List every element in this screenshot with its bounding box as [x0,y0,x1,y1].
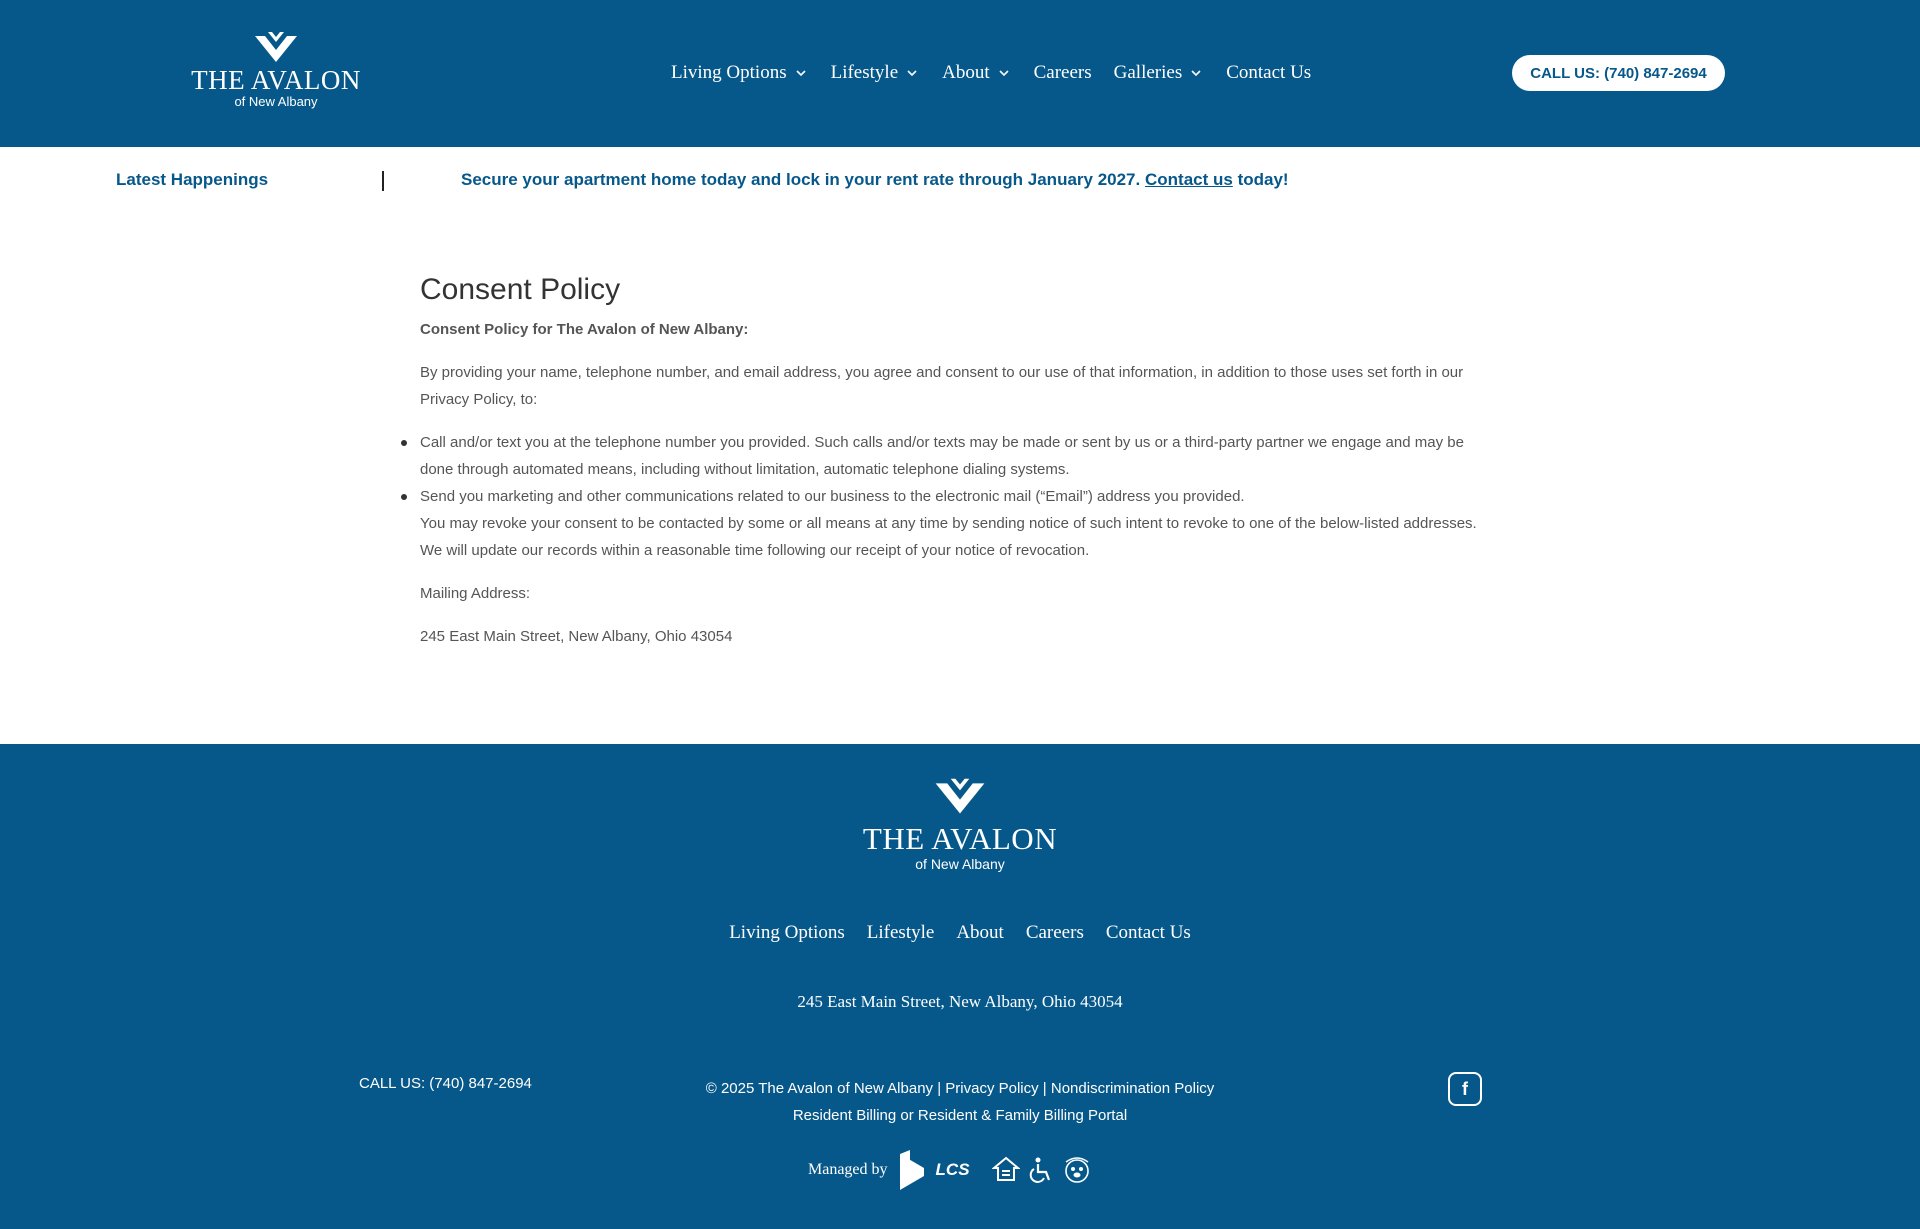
nav-galleries[interactable] [1114,62,1205,84]
chevron-down-icon [793,65,809,81]
site-header [0,0,1920,147]
legal-line-1: © 2025 The Avalon of New Albany | Privacy Policy | Nondiscrimination Policy [705,1080,1215,1097]
footer-legal [0,1075,1920,1129]
contact-us-link[interactable]: Contact us [1144,170,1233,189]
nondiscrimination-link[interactable]: Nondiscrimination Policy [1050,1080,1215,1097]
latest-happenings-label: Latest Happenings [116,170,269,189]
pet-friendly-icon [1060,1156,1094,1184]
policy-subhead: Consent Policy for The Avalon of New Albany: [420,321,749,338]
footer-address: 245 East Main Street, New Albany, Ohio 43054 [797,992,1123,1011]
chevron-down-icon [1188,65,1204,81]
footer-nav-contact-us[interactable]: Contact Us [1105,922,1191,943]
nav-label: Contact Us [1226,62,1312,83]
nav-lifestyle[interactable] [831,62,921,84]
happenings-message [461,170,1289,190]
happenings-divider [382,171,384,191]
nav-label: About [942,62,990,83]
footer-nav-about[interactable]: About [956,922,1004,943]
resident-billing-link[interactable]: Resident Billing [792,1107,897,1124]
list-item: Call and/or text you at the telephone number you provided. Such calls and/or texts may be made or sent by us or a third-party partner we engage and may be done through automated means, including without limitation, automatic telephone dialing systems. [420,429,1500,483]
equal-housing-icon [992,1156,1020,1184]
logo-mark-icon [931,776,989,814]
list-item: Send you marketing and other communications related to our business to the electronic mail (“Email”) address you provided. [420,483,1500,510]
family-billing-link[interactable]: Resident & Family Billing Portal [917,1107,1128,1124]
privacy-policy-link[interactable]: Privacy Policy [945,1080,1039,1097]
nav-label: Living Options [671,62,787,83]
footer-nav-careers[interactable]: Careers [1025,922,1084,943]
mailing-address: 245 East Main Street, New Albany, Ohio 43054 [420,628,733,645]
legal-line-2 [0,1102,1920,1129]
footer-nav-lifestyle[interactable]: Lifestyle [866,922,935,943]
or-text: or [900,1107,914,1124]
nav-label: Galleries [1113,62,1183,83]
logo-subtitle: of New Albany [234,94,318,109]
logo-mark-icon [251,30,301,62]
lcs-logo-icon[interactable] [898,1150,926,1190]
happenings-text-end: today! [1237,170,1289,189]
logo-title: THE AVALON [191,65,361,95]
accessibility-icon [1026,1156,1054,1184]
logo-title: THE AVALON [862,821,1058,856]
nav-about[interactable] [942,62,1012,84]
consent-list [420,429,1500,510]
chevron-down-icon [904,65,920,81]
facebook-icon[interactable]: f [1448,1072,1482,1106]
happenings-text: Secure your apartment home today and lock in your rent rate through January 2027. [461,170,1141,189]
call-us-button[interactable]: CALL US: (740) 847-2694 [1512,55,1725,91]
logo-subtitle: of New Albany [915,856,1005,872]
main-nav [671,58,1311,88]
revoke-text: You may revoke your consent to be contacted by some or all means at any time by sending notice of such intent to revoke to one of the below-listed addresses. We will update our records within a reasonable time following our receipt of your notice of revocation. [420,515,1477,559]
footer-nav-living-options[interactable]: Living Options [729,922,845,943]
lcs-logo-text: LCS [935,1160,970,1179]
site-logo[interactable] [190,30,362,110]
footer-nav [0,922,1920,944]
nav-contact-us[interactable] [1226,62,1311,84]
footer-call-link[interactable]: CALL US: (740) 847-2694 [359,1075,532,1092]
footer-logo[interactable] [860,776,1060,873]
site-footer [0,744,1920,1229]
nav-label: Lifestyle [830,62,899,83]
nav-careers[interactable] [1034,62,1092,84]
nav-living-options[interactable] [671,62,809,84]
mailing-label: Mailing Address: [420,585,531,602]
copyright: © 2025 The Avalon of New Albany [705,1080,934,1097]
main-content [420,268,1500,666]
policy-intro: By providing your name, telephone number, and email address, you agree and consent to our use of that information, in addition to those uses set forth in our Privacy Policy, to: [420,364,1464,408]
nav-label: Careers [1033,62,1092,83]
page-title: Consent Policy [420,273,621,306]
managed-by [808,1150,1100,1190]
managed-by-text: Managed by [808,1161,888,1178]
chevron-down-icon [996,65,1012,81]
